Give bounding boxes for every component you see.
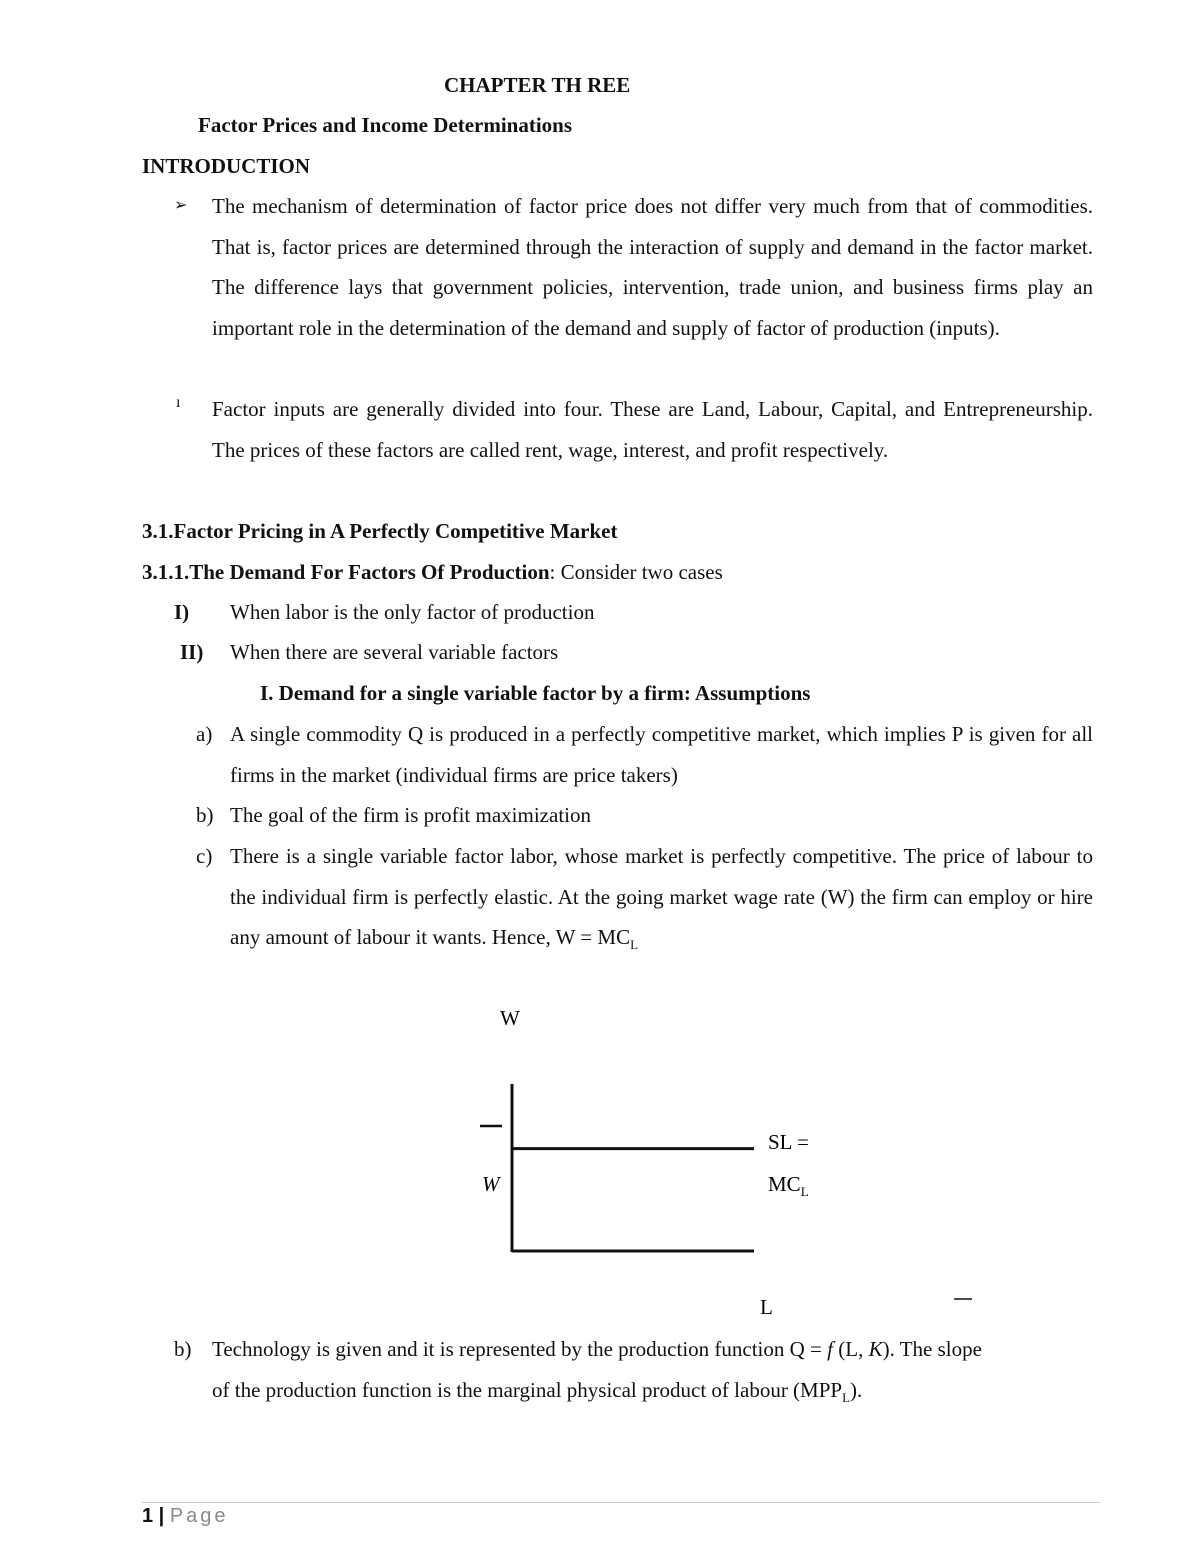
tech-f: f	[827, 1337, 833, 1361]
supply-curve-label-mc: MC	[768, 1172, 801, 1196]
tech-line-2-sub: L	[842, 1390, 851, 1406]
page-word: Page	[169, 1505, 229, 1527]
tech-line-1-a: Technology is given and it is represented by the production function Q =	[212, 1337, 828, 1361]
document-title: Factor Prices and Income Determinations	[198, 113, 573, 137]
assumption-letter-a: a)	[196, 722, 213, 746]
footer-separator: |	[153, 1505, 170, 1527]
y-axis-label: W	[500, 1006, 520, 1030]
tech-line-2-a: of the production function is the marginal physical product of labour (MPP	[212, 1378, 843, 1402]
x-axis-label: L	[760, 1295, 773, 1319]
tech-k: K	[868, 1337, 883, 1361]
tech-letter: b)	[174, 1337, 192, 1361]
bullet-marker: ı	[176, 394, 181, 411]
case-number-2: II)	[180, 640, 204, 664]
tech-line-2	[212, 1378, 862, 1406]
page-footer	[142, 1505, 229, 1528]
chapter-title: CHAPTER TH REE	[444, 73, 631, 97]
supply-curve-label-line-1: SL =	[768, 1130, 809, 1154]
intro-paragraph-1: The mechanism of determination of factor price does not differ very much from that of commodities. That is, factor prices are determined through the interaction of supply and demand in the factor market. The difference lays that government policies, intervention, trade union, and business firms play an important role in the determination of the demand and supply of factor of production (inputs).	[212, 194, 1093, 340]
supply-curve-label-sub: L	[800, 1184, 809, 1199]
arrow-bullet-icon: ➢	[174, 197, 188, 214]
section-heading-3-1-1-rest: : Consider two cases	[549, 560, 723, 584]
wage-axis-label: W	[482, 1172, 500, 1196]
section-heading-3-1-1-bold: 3.1.1.The Demand For Factors Of Production	[142, 560, 550, 584]
section-heading-3-1: 3.1.Factor Pricing in A Perfectly Competitive Market	[142, 519, 618, 543]
intro-paragraph-2: Factor inputs are generally divided into four. These are Land, Labour, Capital, and Entrepreneurship. The prices of these factors are called rent, wage, interest, and profit respectively.	[212, 397, 1093, 462]
assumptions-subheading: I. Demand for a single variable factor by a firm: Assumptions	[260, 681, 811, 705]
assumption-letter-b: b)	[196, 803, 214, 827]
case-text-1: When labor is the only factor of production	[230, 600, 595, 624]
assumption-c-text	[230, 836, 1093, 966]
footer-divider	[142, 1502, 1100, 1503]
assumption-a-text: A single commodity Q is produced in a perfectly competitive market, which implies P is given for all firms in the market (individual firms are price takers)	[230, 722, 1093, 787]
case-number-1: I)	[174, 600, 190, 624]
assumption-b-text: The goal of the firm is profit maximization	[230, 803, 591, 827]
page-number: 1	[142, 1505, 154, 1527]
supply-curve-label-line-2	[768, 1172, 809, 1199]
tech-line-1-c: ). The slope	[882, 1337, 982, 1361]
tech-line-1-b: (L,	[833, 1337, 869, 1361]
section-heading-3-1-1	[142, 560, 723, 585]
assumption-c-main: There is a single variable factor labor, whose market is perfectly competitive. The price of labour to the individual firm is perfectly elastic. At the going market wage rate (W) the firm can employ or hire any amount of labour it wants. Hence, W = MC	[230, 844, 1093, 949]
assumption-c-subscript: L	[630, 937, 639, 953]
case-text-2: When there are several variable factors	[230, 640, 559, 664]
tech-line-2-end: ).	[850, 1378, 863, 1402]
assumption-letter-c: c)	[196, 844, 213, 868]
labour-supply-chart	[440, 990, 1000, 1330]
tech-line-1	[212, 1337, 982, 1362]
introduction-heading: INTRODUCTION	[142, 154, 311, 178]
